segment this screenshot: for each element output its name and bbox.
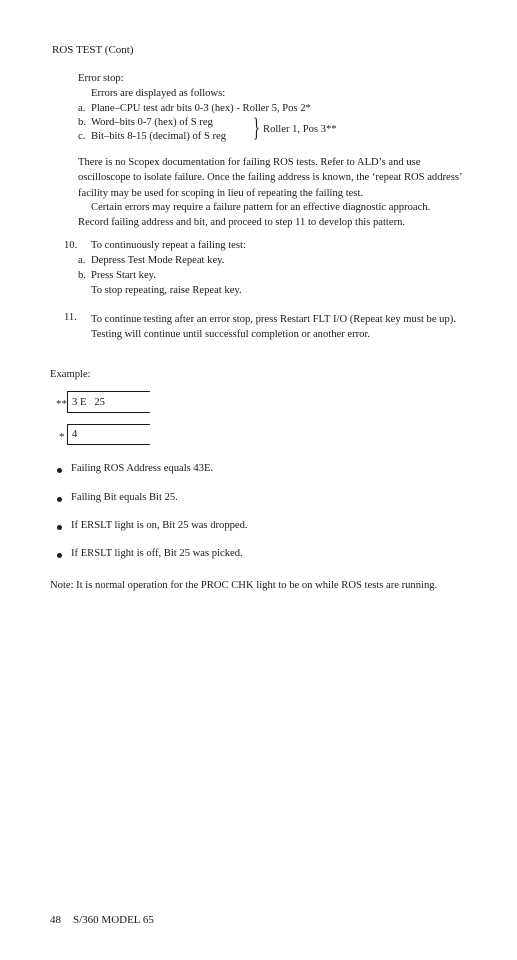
certain-errors-line2: Record failing address and bit, and proceed to step 11 to develop this pattern. — [78, 217, 406, 228]
bullet-icon — [57, 525, 62, 530]
box-1-marker: ** — [56, 398, 67, 410]
example-label: Example: — [50, 369, 91, 380]
step-11-number: 11. — [64, 312, 77, 323]
bullet-text-3: If ERSLT light is on, Bit 25 was dropped. — [71, 520, 248, 531]
box-2-bottom-line — [67, 444, 150, 445]
error-stop-heading: Error stop: — [78, 73, 124, 84]
step-10-item-b-marker: b. — [78, 270, 86, 281]
bullet-icon — [57, 497, 62, 502]
box-1-top-line — [67, 391, 150, 392]
box-2-left-line — [67, 424, 68, 444]
box-2-value: 4 — [72, 429, 78, 440]
step-10-note: To stop repeating, raise Repeat key. — [91, 285, 242, 296]
step-10-number: 10. — [64, 240, 78, 251]
step-10-item-a-text: Depress Test Mode Repeat key. — [91, 255, 225, 266]
box-1-left-line — [67, 391, 68, 412]
scopex-paragraph: There is no Scopex documentation for failing ROS tests. Refer to ALD’s and use oscilloscope to isolate failure. Once the failing address is known, the ‘repeat ROS address’ facility may be used for scoping in lieu of repeating the failing test. — [78, 157, 462, 199]
bullet-text-1: Failing ROS Address equals 43E. — [71, 463, 214, 474]
footer-title: S/360 MODEL 65 — [73, 914, 154, 926]
box-1-bottom-line — [67, 412, 150, 413]
box-2-marker: * — [59, 431, 65, 443]
box-2-top-line — [67, 424, 150, 425]
bullet-text-2: Failing Bit equals Bit 25. — [71, 492, 178, 503]
error-item-b-text: Word–bits 0-7 (hex) of S reg — [91, 117, 213, 128]
step-10-text: To continuously repeat a failing test: — [91, 240, 246, 251]
certain-errors-line1: Certain errors may require a failure pattern for an effective diagnostic approach. — [91, 202, 431, 213]
bullet-icon — [57, 553, 62, 558]
error-item-b-marker: b. — [78, 117, 86, 128]
step-10-item-a-marker: a. — [78, 255, 86, 266]
bullet-icon — [57, 468, 62, 473]
box-1-value: 3 E 25 — [72, 397, 105, 408]
page-title: ROS TEST (Cont) — [52, 44, 134, 56]
note-paragraph: Note: It is normal operation for the PROC CHK light to be on while ROS tests are running. — [50, 580, 438, 591]
brace-label: Roller 1, Pos 3** — [263, 124, 337, 135]
error-stop-intro: Errors are displayed as follows: — [91, 88, 226, 99]
bullet-text-4: If ERSLT light is off, Bit 25 was picked. — [71, 548, 243, 559]
step-10-item-b-text: Press Start key. — [91, 270, 156, 281]
error-item-a-text: Plane–CPU test adr bits 0-3 (hex) - Roller 5, Pos 2* — [91, 103, 311, 114]
error-item-c-marker: c. — [78, 131, 86, 142]
error-item-c-text: Bit–bits 8-15 (decimal) of S reg — [91, 131, 227, 142]
step-11-text: To continue testing after an error stop, press Restart FLT I/O (Repeat key must be up). Testing will continue until successful completion or another error. — [91, 314, 456, 341]
error-item-a-marker: a. — [78, 103, 86, 114]
footer-page-number: 48 — [50, 914, 61, 926]
right-brace-icon: } — [253, 113, 260, 142]
